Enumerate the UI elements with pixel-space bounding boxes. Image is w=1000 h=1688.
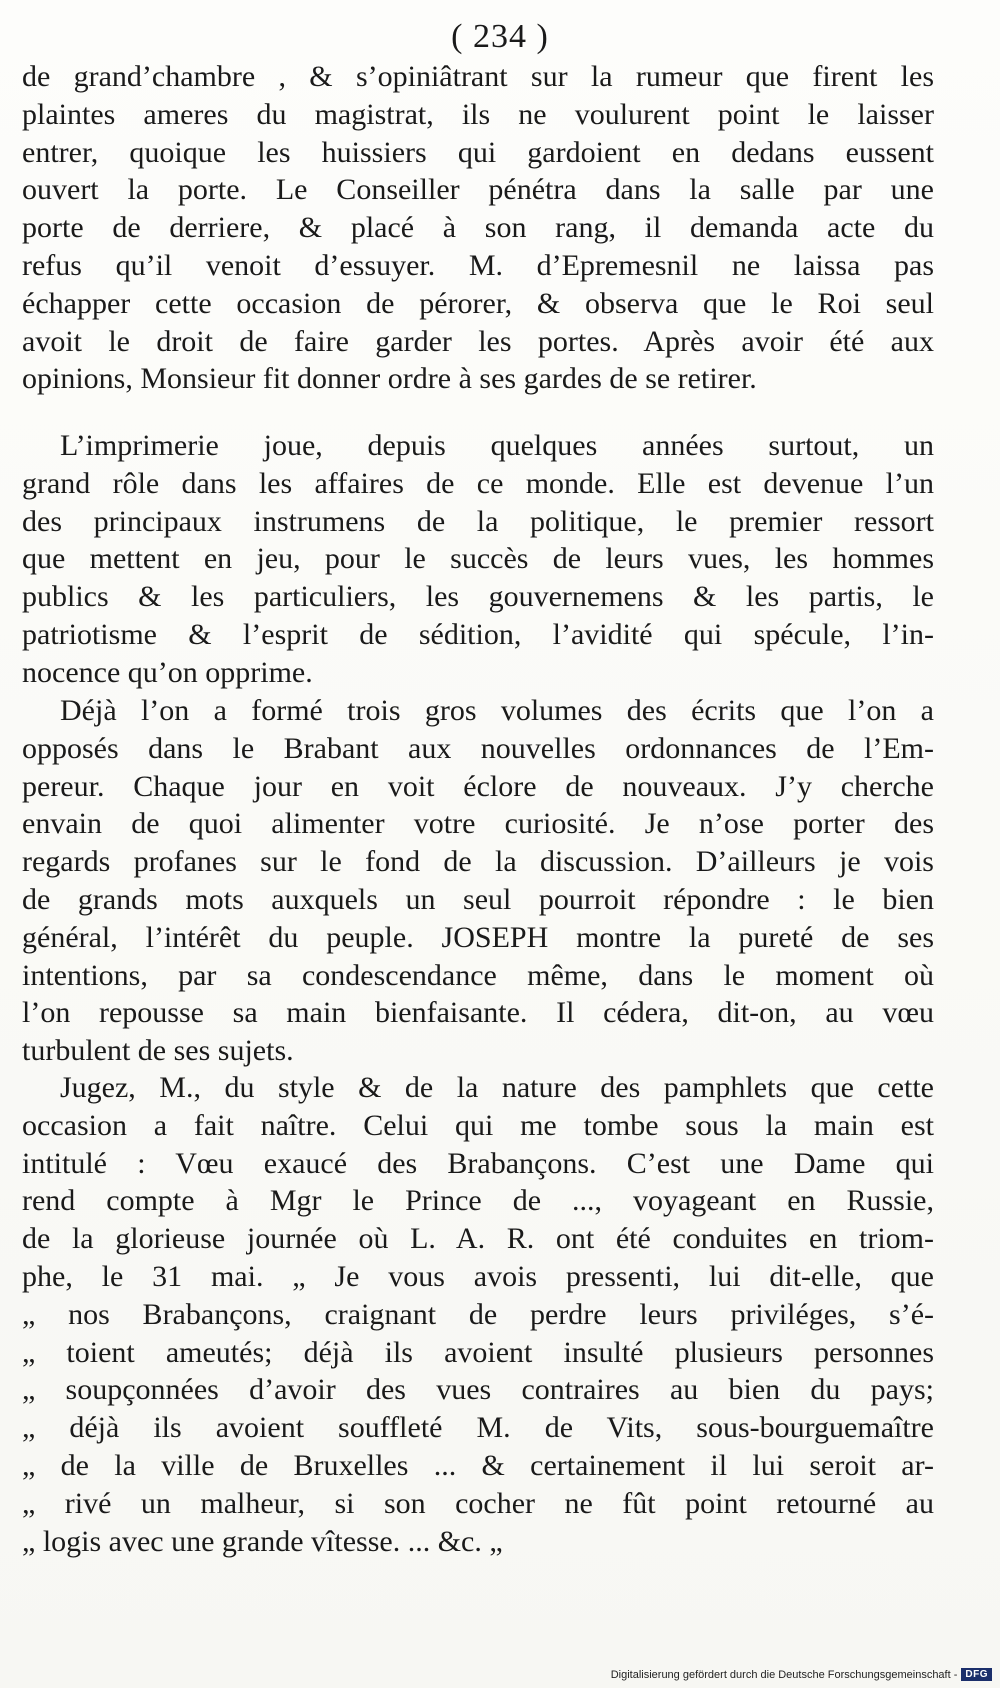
text-line: patriotisme & l’esprit de sédition, l’avidité qui spécule, l’in- [22, 617, 934, 651]
text-line: intitulé : Vœu exaucé des Brabançons. C’est une Dame qui [22, 1146, 934, 1180]
text-line: plaintes ameres du magistrat, ils ne voulurent point le laisser [22, 97, 934, 131]
text-line: l’on repousse sa main bienfaisante. Il cédera, dit-on, au vœu [22, 996, 934, 1030]
text-line: Jugez, M., du style & de la nature des pamphlets que cette [60, 1071, 934, 1104]
text-line: porte de derriere, & placé à son rang, il demanda acte du [22, 211, 934, 245]
text-line: grand rôle dans les affaires de ce monde. Elle est devenue l’un [22, 466, 934, 500]
text-line: refus qu’il venoit d’essuyer. M. d’Epremesnil ne laissa pas [22, 248, 934, 282]
paragraph-1 [22, 58, 934, 398]
text-line: L’imprimerie joue, depuis quelques années surtout, un [60, 429, 934, 462]
text-line: occasion a fait naître. Celui qui me tombe sous la main est [22, 1108, 934, 1142]
text-line: „ logis avec une grande vîtesse. ... &c. „ [22, 1524, 503, 1558]
text-line: „ nos Brabançons, craignant de perdre leurs priviléges, s’é- [22, 1297, 934, 1331]
text-line: avoit le droit de faire garder les portes. Après avoir été aux [22, 324, 934, 358]
text-line: publics & les particuliers, les gouvernemens & les partis, le [22, 580, 934, 614]
text-line: phe, le 31 mai. „ Je vous avois pressenti, lui dit-elle, que [22, 1259, 934, 1293]
text-line: ouvert la porte. Le Conseiller pénétra dans la salle par une [22, 173, 934, 207]
text-line: turbulent de ses sujets. [22, 1034, 294, 1068]
paragraph-2 [22, 427, 934, 692]
text-line: „ de la ville de Bruxelles ... & certainement il lui seroit ar- [22, 1448, 934, 1482]
page-number: ( 234 ) [451, 18, 549, 55]
text-line: envain de quoi alimenter votre curiosité. Je n’ose porter des [22, 807, 934, 841]
text-line: de grands mots auxquels un seul pourroit répondre : le bien [22, 882, 934, 916]
text-line: intentions, par sa condescendance même, dans le moment où [22, 958, 934, 992]
text-line: opposés dans le Brabant aux nouvelles ordonnances de l’Em- [22, 731, 934, 765]
text-line: „ déjà ils avoient souffleté M. de Vits, sous-bourguemaître [22, 1411, 934, 1445]
text-line: „ soupçonnées d’avoir des vues contraires au bien du pays; [22, 1373, 934, 1407]
text-line: échapper cette occasion de pérorer, & observa que le Roi seul [22, 286, 934, 320]
text-line: regards profanes sur le fond de la discussion. D’ailleurs je vois [22, 845, 934, 879]
text-line: que mettent en jeu, pour le succès de leurs vues, les hommes [22, 542, 934, 576]
text-line: de la glorieuse journée où L. A. R. ont été conduites en triom- [22, 1222, 934, 1256]
text-line: Déjà l’on a formé trois gros volumes des écrits que l’on a [60, 694, 934, 727]
paragraph-3 [22, 692, 934, 1070]
text-line: des principaux instrumens de la politique, le premier ressort [22, 504, 934, 538]
text-line: „ toient ameutés; déjà ils avoient insulté plusieurs personnes [22, 1335, 934, 1369]
digitization-credit [611, 1668, 992, 1681]
text-line: entrer, quoique les huissiers qui gardoient en dedans eussent [22, 135, 934, 169]
text-line: nocence qu’on opprime. [22, 655, 313, 689]
text-line: général, l’intérêt du peuple. JOSEPH montre la pureté de ses [22, 920, 934, 954]
paragraph-4 [22, 1069, 934, 1560]
text-line: opinions, Monsieur fit donner ordre à ses gardes de se retirer. [22, 362, 757, 396]
text-line: „ rivé un malheur, si son cocher ne fût point retourné au [22, 1486, 934, 1520]
text-line: de grand’chambre , & s’opiniâtrant sur la rumeur que firent les [22, 60, 934, 93]
credit-text: Digitalisierung gefördert durch die Deutsche Forschungsgemeinschaft - [610, 1668, 958, 1681]
text-line: rend compte à Mgr le Prince de ..., voyageant en Russie, [22, 1184, 934, 1218]
dfg-logo-icon: DFG [961, 1668, 992, 1681]
text-line: pereur. Chaque jour en voit éclore de nouveaux. J’y cherche [22, 769, 934, 803]
